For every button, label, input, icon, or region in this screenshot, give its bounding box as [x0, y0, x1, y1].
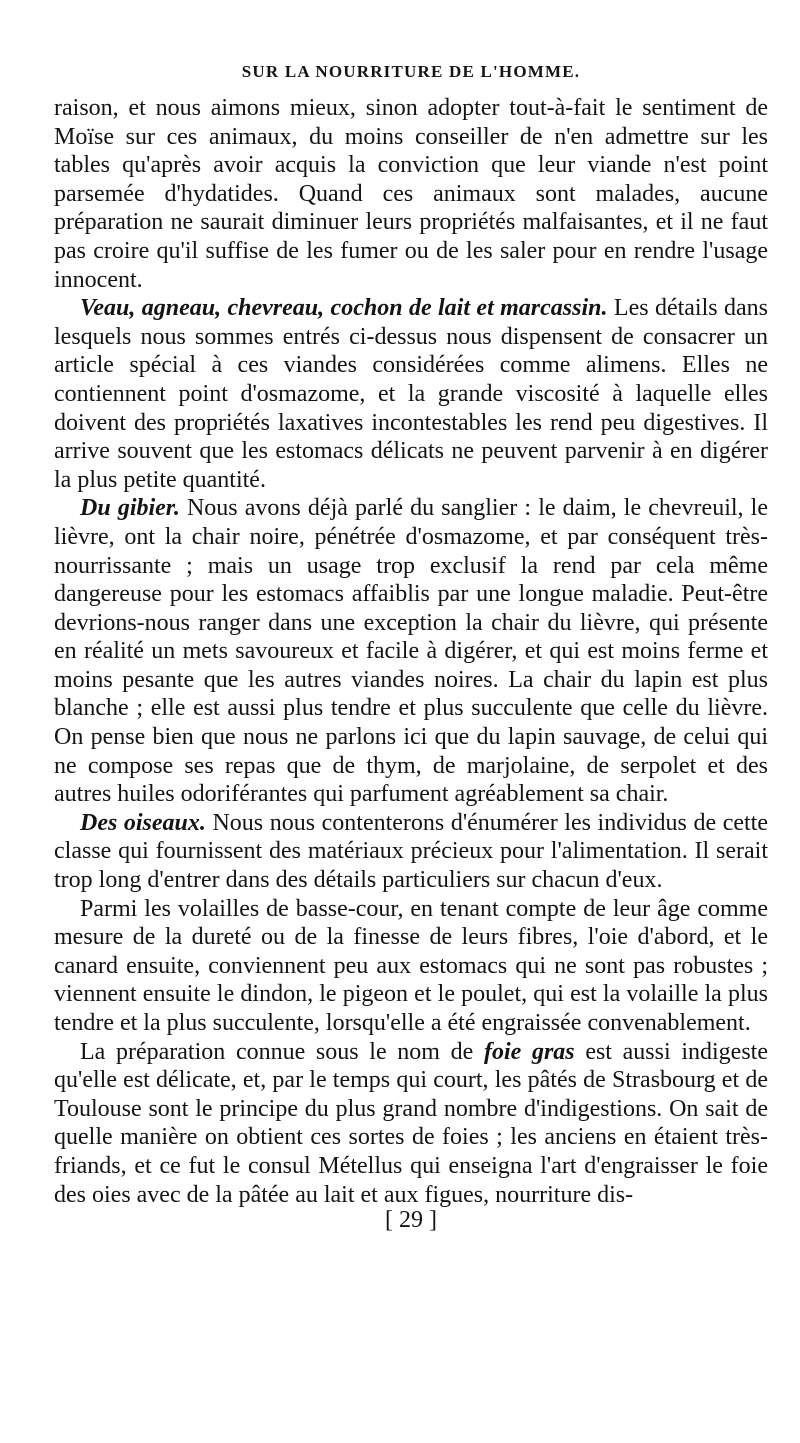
running-head: SUR LA NOURRITURE DE L'HOMME.: [241, 62, 581, 81]
page-number: [ 29 ]: [385, 1207, 437, 1234]
paragraph-oiseaux: [54, 809, 768, 895]
paragraph-volailles-text: Parmi les volailles de basse-cour, en tenant compte de leur âge comme mesure de la dureté ou de la finesse de leurs fibres, l'oie d'abord, et le canard ensuite, conviennent peu aux estomacs qui ne sont pas robustes ; viennent ensuite le dindon, le pigeon et le poulet, qui est la volaille la plus tendre et la plus succulente, lorsqu'elle a été engraissée convenablement.: [54, 895, 768, 1036]
body-text: [54, 94, 768, 1209]
paragraph-1-text: raison, et nous aimons mieux, sinon adopter tout-à-fait le sentiment de Moïse sur ces animaux, du moins conseiller de n'en admettre sur les tables qu'après avoir acquis la conviction que leur viande n'est point parsemée d'hydatides. Quand ces animaux sont malades, aucune préparation ne saurait diminuer leurs propriétés malfaisantes, et il ne faut pas croire qu'il suffise de les fumer ou de les saler pour en rendre l'usage innocent.: [54, 95, 768, 293]
paragraph-foie-gras: [54, 1038, 768, 1210]
paragraph-oiseaux-text: Nous nous contenterons d'énumérer les individus de cette classe qui fournissent des matériaux précieux pour l'alimentation. Il serait trop long d'entrer dans des détails particuliers sur chacun d'eux.: [54, 809, 768, 894]
section-heading-veau: Veau, agneau, chevreau, cochon de lait et marcassin.: [80, 295, 608, 322]
foie-gras-term: foie gras: [483, 1038, 575, 1065]
paragraph-veau: [54, 294, 768, 494]
paragraph-gibier-text: Nous avons déjà parlé du sanglier : le daim, le chevreuil, le lièvre, ont la chair noire, pénétrée d'osmazome, et par conséquent très-nourrissante ; mais un usage trop exclusif la rend par cela même dangereuse pour les estomacs affaiblis par une longue maladie. Peut-être devrions-nous ranger dans une exception la chair du lièvre, qui présente en réalité un mets savoureux et facile à digérer, et qui est moins ferme et moins pesante que les autres viandes noires. La chair du lapin est plus blanche ; elle est aussi plus tendre et plus succulente que celle du lièvre. On pense bien que nous ne parlons ici que du lapin sauvage, de celui qui ne compose ses repas que de thym, de marjolaine, de serpolet et des autres huiles odoriférantes qui parfument agréablement sa chair.: [54, 495, 768, 808]
paragraph-gibier: [54, 494, 768, 809]
paragraph-1: [54, 94, 768, 294]
paragraph-veau-text: Les détails dans lesquels nous sommes entrés ci-dessus nous dispensent de consacrer un article spécial à ces viandes considérées comme alimens. Elles ne contiennent point d'osmazome, et la grande viscosité à laquelle elles doivent des propriétés laxatives incontestables les rend peu digestives. Il arrive souvent que les estomacs délicats ne peuvent parvenir à en digérer la plus petite quantité.: [54, 295, 769, 493]
section-heading-gibier: Du gibier.: [80, 495, 180, 522]
section-heading-oiseaux: Des oiseaux.: [80, 809, 206, 836]
paragraph-volailles: [54, 895, 768, 1038]
paragraph-foie-gras-intro: La préparation connue sous le nom de: [80, 1038, 484, 1065]
paragraph-foie-gras-text: est aussi indigeste qu'elle est délicate, et, par le temps qui court, les pâtés de Strasbourg et de Toulouse sont le principe du plus grand nombre d'indigestions. On sait de quelle manière on obtient ces sortes de foies ; les anciens en étaient très-friands, et ce fut le consul Métellus qui enseigna l'art d'engraisser le foie des oies avec de la pâtée au lait et aux figues, nourriture dis-: [54, 1038, 768, 1208]
